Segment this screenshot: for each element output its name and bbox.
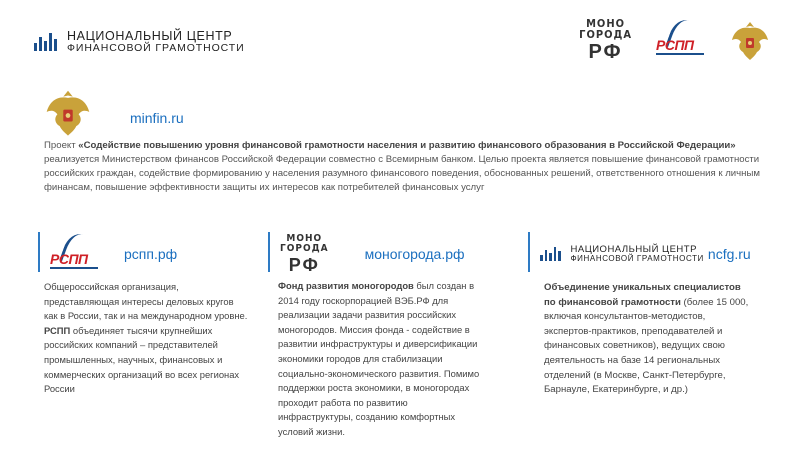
partner-logos [579, 18, 770, 62]
monogoroda-link[interactable]: моногорода.рф [364, 246, 465, 262]
coat-of-arms-icon [730, 18, 770, 62]
ncfg-logo: НАЦИОНАЛЬНЫЙ ЦЕНТР ФИНАНСОВОЙ ГРАМОТНОСТИ [540, 245, 704, 263]
ncfg-bars-icon [540, 247, 561, 261]
section-divider [38, 232, 40, 272]
ncfg-section [528, 232, 778, 398]
minfin-header [44, 86, 184, 138]
rspp-description: Общероссийская организация, представляющая интересы деловых кругов как в России, так и на международном уровне. РСПП объединяет тысячи крупнейших российских компаний – представителей промышленных, научных, финансовых и коммерческих организаций во всех регионах России [44, 281, 248, 395]
ncfg-description: Объединение уникальных специалистов по финансовой грамотности (более 15 000, включая консультантов-методистов, экспертов-практиков, преподавателей и финансовых советников), ведущих свою деятельность на базе 14 региональных отделений (в Москве, Санкт-Петербурге, Барнауле, Екатеринбурге, и др.) [544, 282, 749, 396]
rspp-logo: РСПП [50, 233, 100, 275]
ncfg-bars-icon [34, 33, 57, 51]
minfin-link[interactable]: minfin.ru [130, 110, 184, 126]
ncfg-logo [34, 30, 245, 54]
rspp-logo: РСПП [656, 19, 706, 61]
section-divider [268, 232, 270, 272]
monogoroda-logo: МОНО ГОРОДА РФ [579, 17, 632, 63]
rspp-link[interactable]: рспп.рф [124, 246, 178, 262]
monogoroda-description: Фонд развития моногородов был создан в 2014 году госкорпорацией ВЭБ.РФ для реализации задачи развития российских моногородов. Миссия фонда - содействие в развитии инфраструктуры и диверсификации экономики городов для стабилизации социально-экономического развития. Помимо поддержки роста экономики, в моногородах проходит работа по развитию инфраструктуры, созданию комфортных условий жизни. [278, 280, 480, 437]
ncfg-logo-line1: НАЦИОНАЛЬНЫЙ ЦЕНТР [67, 29, 233, 43]
coat-of-arms-icon [44, 86, 92, 138]
minfin-description: Проект «Содействие повышению уровня финансовой грамотности населения и развитию финансового образования в Российской Федерации» реализуется Министерством финансов Российской Федерации совместно с Всемирным банком. Целью проекта является повышение финансовой грамотности российских граждан, содействие формированию у населения разумного финансового поведения, обоснованных решений, ответственного отношения к личным финансам, повышение эффективности защиты их интересов как потребителей финансовых услуг [44, 140, 760, 193]
monogoroda-section [268, 232, 500, 440]
ncfg-link[interactable]: ncfg.ru [707, 246, 751, 262]
section-divider [528, 232, 530, 272]
rspp-section [38, 232, 258, 397]
monogoroda-logo: МОНО ГОРОДА РФ [280, 233, 329, 275]
ncfg-logo-line2: ФИНАНСОВОЙ ГРАМОТНОСТИ [67, 42, 245, 55]
